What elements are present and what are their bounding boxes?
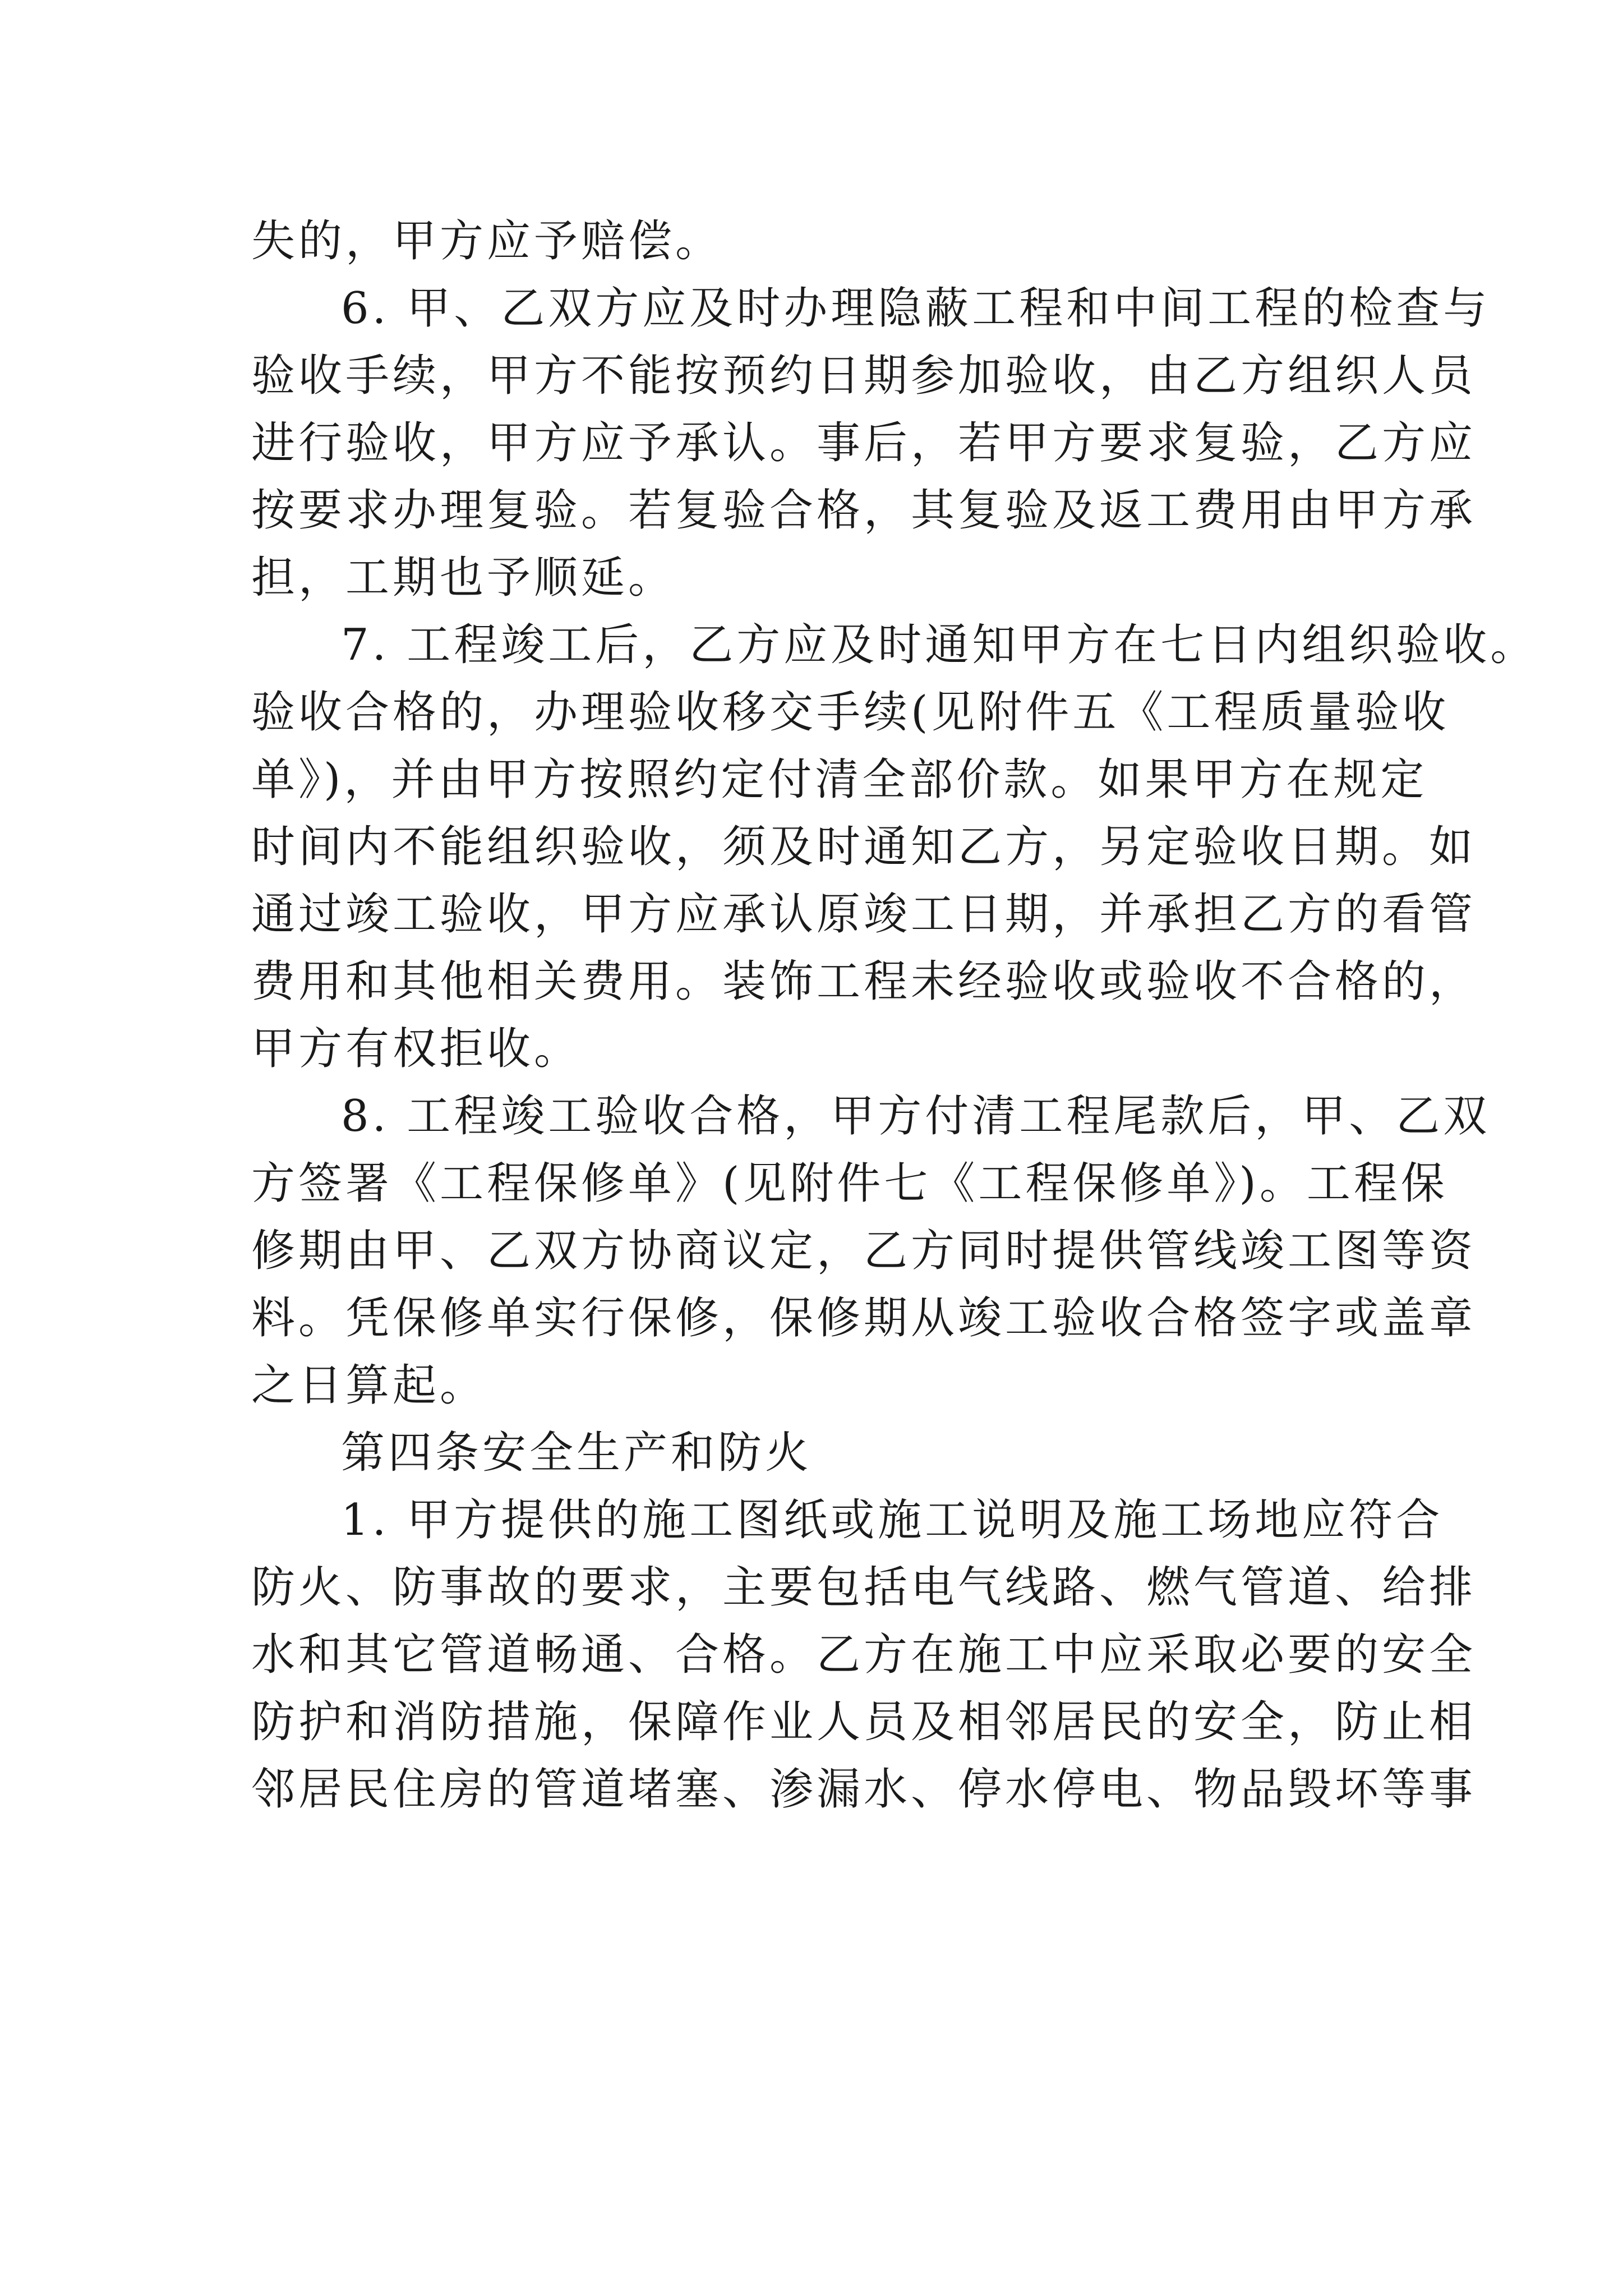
text-line: 邻居民住房的管道堵塞、渗漏水、停水停电、物品毁坏等事 — [251, 1764, 1477, 1815]
section-heading: 第四条安全生产和防火 — [341, 1428, 813, 1478]
text-line: 料。凭保修单实行保修，保修期从竣工验收合格签字或盖章 — [251, 1293, 1477, 1343]
text-line: 时间内不能组织验收，须及时通知乙方，另定验收日期。如 — [251, 822, 1477, 872]
contract-body — [251, 208, 1538, 1823]
text-line: 甲方有权拒收。 — [251, 1024, 582, 1074]
clause-6-line: 6. 甲、乙双方应及时办理隐蔽工程和中间工程的检查与 — [341, 283, 1491, 334]
text-line: 方签署《工程保修单》(见附件七《工程保修单》)。工程保 — [251, 1158, 1448, 1209]
text-line: 验收合格的，办理验收移交手续(见附件五《工程质量验收 — [251, 687, 1450, 738]
text-line: 修期由甲、乙双方协商议定，乙方同时提供管线竣工图等资 — [251, 1226, 1477, 1276]
clause-8-line: 8. 工程竣工验收合格，甲方付清工程尾款后，甲、乙双 — [341, 1091, 1491, 1142]
clause-7-line: 7. 工程竣工后，乙方应及时通知甲方在七日内组织验收。 — [341, 620, 1538, 670]
text-line: 按要求办理复验。若复验合格，其复验及返工费用由甲方承 — [251, 485, 1477, 536]
text-line: 费用和其他相关费用。装饰工程未经验收或验收不合格的， — [251, 956, 1477, 1007]
text-line: 通过竣工验收，甲方应承认原竣工日期，并承担乙方的看管 — [251, 889, 1477, 940]
text-line: 水和其它管道畅通、合格。乙方在施工中应采取必要的安全 — [251, 1630, 1477, 1680]
text-line: 进行验收，甲方应予承认。事后，若甲方要求复验，乙方应 — [251, 418, 1477, 468]
clause-1-line: 1. 甲方提供的施工图纸或施工说明及施工场地应符合 — [341, 1495, 1444, 1545]
text-line: 防护和消防措施，保障作业人员及相邻居民的安全，防止相 — [251, 1697, 1477, 1747]
text-line: 失的，甲方应予赔偿。 — [251, 216, 723, 266]
text-line: 之日算起。 — [251, 1360, 487, 1411]
text-line: 验收手续，甲方不能按预约日期参加验收，由乙方组织人员 — [251, 351, 1477, 401]
text-line: 担，工期也予顺延。 — [251, 553, 676, 603]
text-line: 单》)，并由甲方按照约定付清全部价款。如果甲方在规定 — [251, 754, 1428, 805]
text-line: 防火、防事故的要求，主要包括电气线路、燃气管道、给排 — [251, 1562, 1477, 1613]
